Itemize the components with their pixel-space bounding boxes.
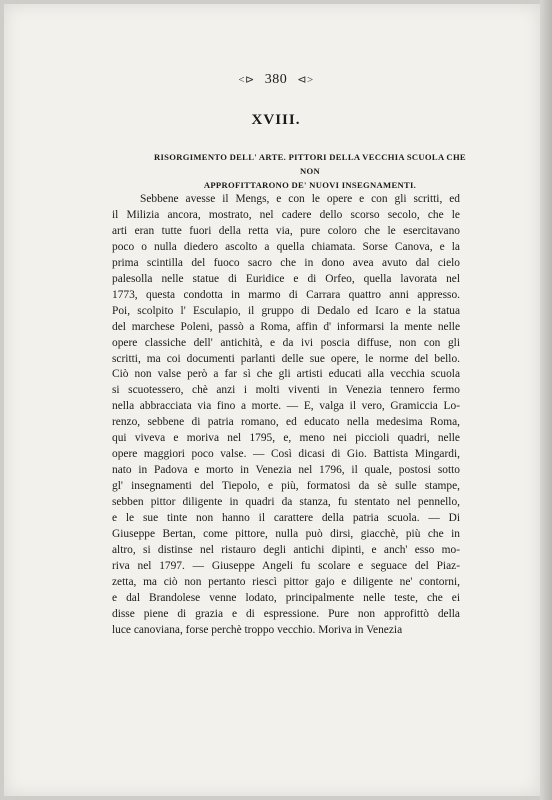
text-line: si scuotessero, chè anzi i molti viventi in Venezia tennero fermo [112, 384, 460, 397]
text-line: nella abbracciata via fino a morte. — E, valga il vero, Gramiccia Lo- [112, 400, 460, 413]
text-line: zetta, ma ciò non pertanto riescì pittor gajo e diligente ne' contorni, [112, 575, 460, 588]
text-line: il Milizia ancora, mostrato, nel cadere dello scorso secolo, che le [112, 208, 460, 221]
text-line: opere maggiori poco valse. — Così dicasi di Gio. Battista Mingardi, [112, 448, 460, 461]
text-line: e dal Brandolese venne lodato, principalmente nelle teste, che ei [112, 591, 460, 604]
page-header [0, 72, 552, 88]
text-line: Ciò non valse però a far sì che gli artisti educati alla vecchia scuola [112, 368, 460, 381]
text-line: Sebbene avesse il Mengs, e con le opere e con gli scritti, ed [140, 193, 460, 205]
text-line: 1773, questa condotta in marmo di Carrara quattro anni appresso. [112, 288, 460, 301]
text-line: sebben pittor diligente in quadri da stanza, fu stentato nel pennello, [112, 496, 460, 509]
text-line: altro, si distinse nel ristauro degli antichi dipinti, e anch' esso mo- [112, 543, 460, 556]
text-line: opere classiche dell' antichità, e da ivi poscia diffuse, non con gli [112, 336, 460, 349]
text-line: e le sue tinte non hanno il carattere della patria scuola. — Di [112, 512, 460, 525]
text-line: scritti, ma coi documenti parlanti delle sue opere, le norme del bello. [112, 352, 460, 365]
text-line: del marchese Poleni, passò a Roma, affin d' informarsi la mente nelle [112, 320, 460, 333]
text-line: qui viveva e moriva nel 1795, e, meno nei piccioli quadri, nelle [112, 432, 460, 445]
section-title-line: RISORGIMENTO DELL' ARTE. PITTORI DELLA VECCHIA SCUOLA CHE NON [154, 152, 466, 176]
text-line: Giuseppe Bertan, come pittore, nulla può dirsi, giacchè, più che in [112, 528, 460, 541]
ornament-right-icon: ⊲> [297, 74, 314, 86]
page-number: 380 [264, 72, 288, 87]
text-line: arti eran tutte fuori della retta via, pure coloro che le esercitavano [112, 224, 460, 237]
text-line: poco o nulla diedero ascolto a quella chiamata. Sorse Canova, e la [112, 240, 460, 253]
text-line: palesolla nelle statue di Euridice e di Orfeo, quella lavorata nel [112, 272, 460, 285]
text-line: gl' insegnamenti del Tiepolo, e più, formatosi da sè sulle stampe, [112, 480, 460, 493]
text-line: riva nel 1797. — Giuseppe Angeli fu scolare e seguace del Piaz- [112, 559, 460, 572]
section-title-line: APPROFITTARONO DE' NUOVI INSEGNAMENTI. [203, 180, 417, 190]
text-line: disse piene di grazia e di espressione. Pure non approfittò della [112, 607, 460, 620]
section-title [150, 150, 470, 192]
body-text [112, 192, 460, 639]
text-line: Poi, scolpito l' Esculapio, il gruppo di Dedalo ed Icaro e la statua [112, 304, 460, 317]
ornament-left-icon: <⊳ [238, 74, 255, 86]
text-line: prima scintilla del fuoco sacro che in dono avea avuto dal cielo [112, 256, 460, 269]
text-line: nato in Padova e morto in Venezia nel 1796, il quale, postosi sotto [112, 464, 460, 477]
text-line: luce canoviana, forse perchè troppo vecchio. Moriva in Venezia [112, 623, 403, 636]
text-line: renzo, sebbene di patria romano, ed educato nella medesima Roma, [112, 416, 460, 429]
chapter-number: XVIII. [251, 112, 301, 128]
